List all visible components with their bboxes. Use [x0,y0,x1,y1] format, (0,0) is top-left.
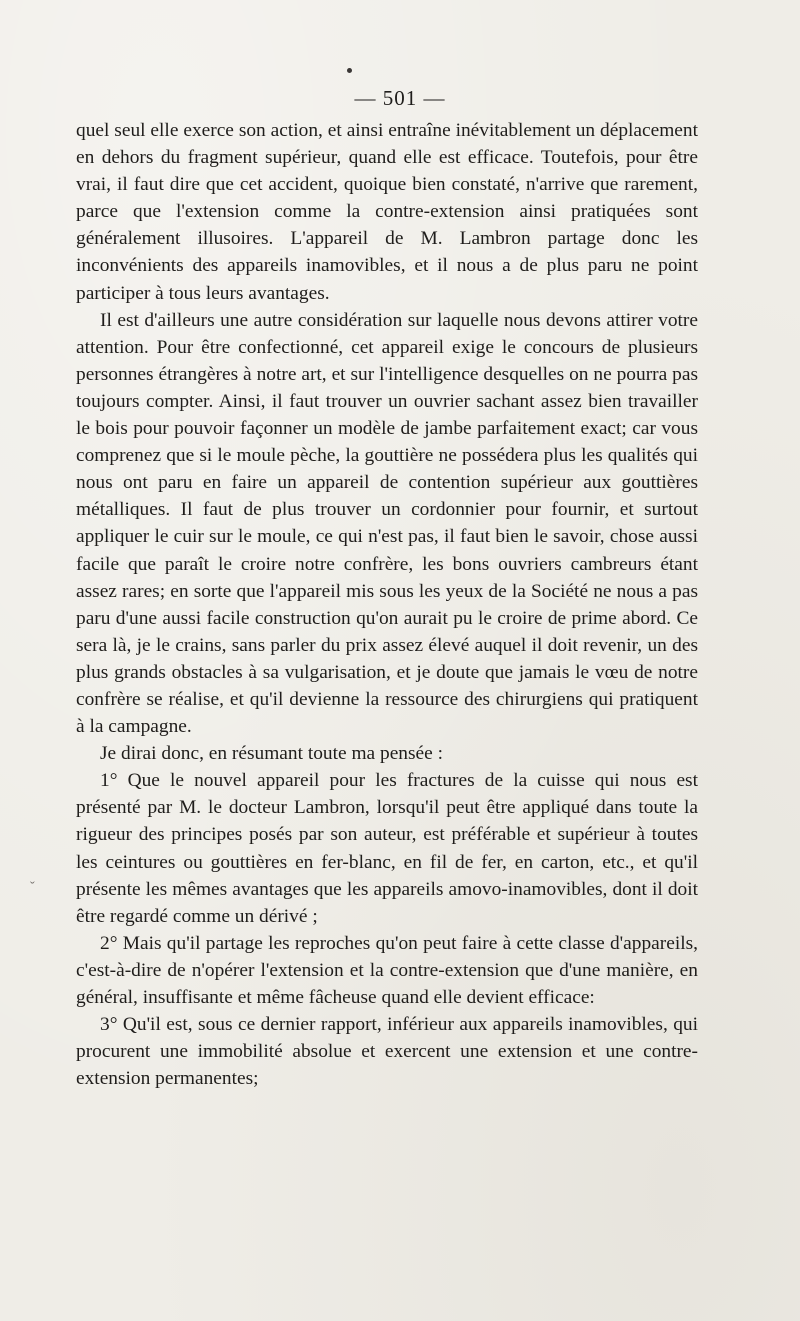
margin-mark: ˇ [30,880,35,895]
paragraph: Il est d'ailleurs une autre considération sur laquelle nous devons attirer votre attention. Pour être confectionné, cet appareil exige le concours de plusieurs personnes étrangères à notre art, et sur l'intelligence desquelles on ne pourra pas toujours compter. Ainsi, il faut trouver un ouvrier sachant assez bien travailler le bois pour pouvoir façonner un modèle de jambe parfaitement exact; car vous comprenez que si le moule pèche, la gouttière ne possédera plus les qualités qui nous ont paru en faire un appareil de contention supérieur aux gouttières métalliques. Il faut de plus trouver un cordonnier pour fournir, et surtout appliquer le cuir sur le moule, ce qui n'est pas, il faut bien le savoir, chose aussi facile que paraît le croire notre confrère, les bons ouvriers cambreurs étant assez rares; en sorte que l'appareil mis sous les yeux de la Société ne nous a pas paru d'une aussi facile construction qu'on aurait pu le croire de prime abord. Ce sera là, je le crains, sans parler du prix assez élevé auquel il doit revenir, un des plus grands obstacles à sa vulgarisation, et je doute que jamais le vœu de notre confrère se réalise, et qu'il devienne la ressource des chirurgiens qui pratiquent à la campagne. [76,309,698,738]
paragraph: 1° Que le nouvel appareil pour les fractures de la cuisse qui nous est présenté par M. le docteur Lambron, lorsqu'il peut être appliqué dans toute la rigueur des principes posés par son auteur, est préférable et supérieur à toutes les ceintures ou gouttières en fer-blanc, en fil de fer, en carton, etc., et qu'il présente les mêmes avantages que les appareils amovo-inamovibles, dont il doit être regardé comme un dérivé ; [76,770,698,927]
paragraph: quel seul elle exerce son action, et ainsi entraîne inévitablement un déplacement en dehors du fragment supérieur, quand elle est efficace. Toutefois, pour être vrai, il faut dire que cet accident, quoique bien constaté, n'arrive que rarement, parce que l'extension comme la contre-extension ainsi pratiquées sont généralement illusoires. L'appareil de M. Lambron partage donc les inconvénients des appareils inamovibles, et il nous a de plus paru ne point participer à tous leurs avantages. [76,120,698,304]
ink-dot [347,68,352,73]
paragraph: 2° Mais qu'il partage les reproches qu'on peut faire à cette classe d'appareils, c'est-à-dire de n'opérer l'extension et la contre-extension que d'une manière, en général, insuffisante et même fâcheuse quand elle devient efficace: [76,932,698,1008]
page-number: — 501 — [354,86,446,110]
body-text [76,117,698,1092]
paragraph: Je dirai donc, en résumant toute ma pensée : [100,743,443,765]
paragraph: 3° Qu'il est, sous ce dernier rapport, inférieur aux appareils inamovibles, qui procurent une immobilité absolue et exercent une extension et une contre-extension permanentes; [76,1014,698,1090]
